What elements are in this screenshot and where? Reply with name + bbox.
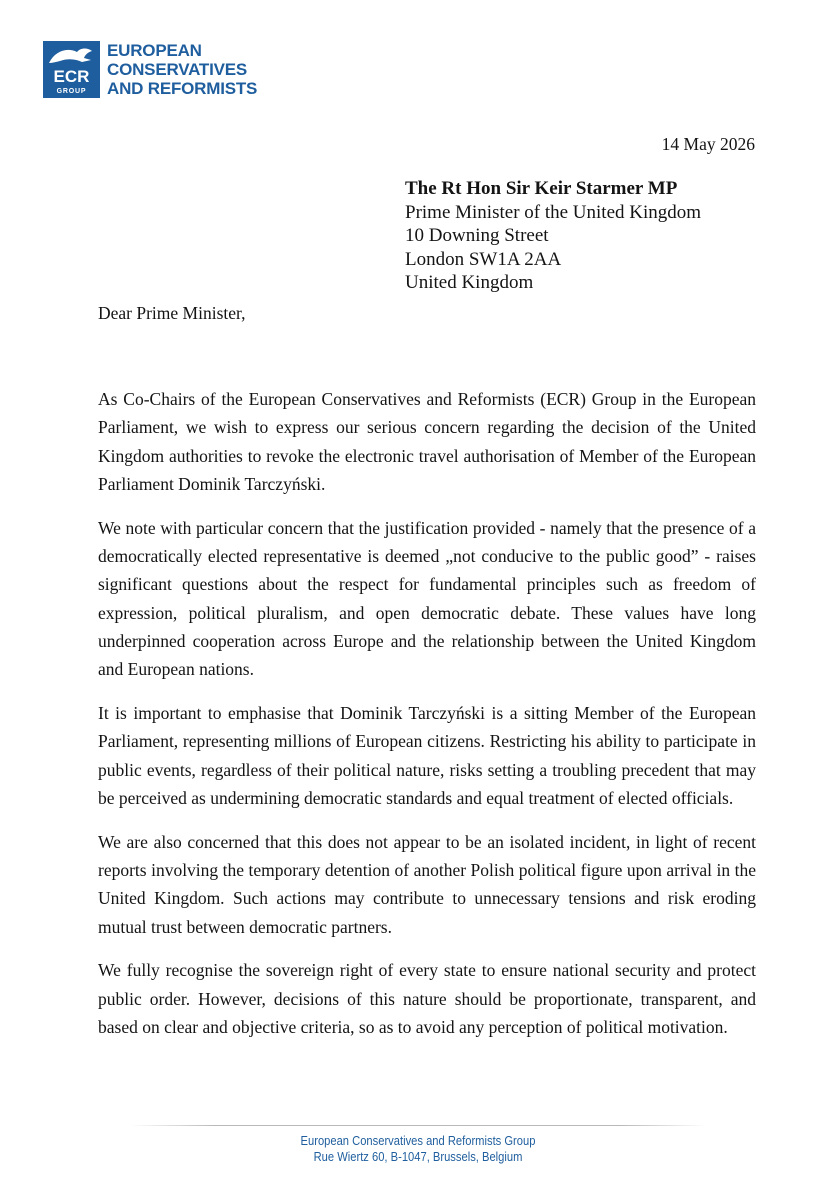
badge-top-text: ECR (53, 67, 90, 86)
logo-line-3: AND REFORMISTS (107, 79, 258, 98)
footer-line-1: European Conservatives and Reformists Group (300, 1133, 536, 1148)
recipient-line: London SW1A 2AA (405, 248, 562, 270)
logo-wordmark (107, 41, 257, 98)
ecr-badge-icon (43, 41, 100, 98)
recipient-address (405, 177, 701, 295)
body-paragraph: We note with particular concern that the justification provided - namely that the presence of a democratically elected representative is deemed „not conducive to the public good” - raises significant questions about the respect for fundamental principles such as freedom of expression, political pluralism, and open democratic debate. These values have long underpinned cooperation across Europe and the relationship between the United Kingdom and European nations. (98, 517, 756, 680)
body-paragraph: We are also concerned that this does not appear to be an isolated incident, in light of recent reports involving the temporary detention of another Polish political figure upon arrival in the United Kingdom. Such actions may contribute to unnecessary tensions and risk eroding mutual trust between democratic partners. (98, 831, 756, 937)
letter-body (98, 385, 756, 1057)
badge-bottom-text: GROUP (56, 88, 87, 95)
footer-divider (130, 1125, 706, 1126)
body-paragraph: We fully recognise the sovereign right of every state to ensure national security and protect public order. However, decisions of this nature should be proportionate, transparent, and based on clear and objective criteria, so as to avoid any perception of political motivation. (98, 960, 756, 1037)
logo-line-1: EUROPEAN (107, 41, 202, 60)
salutation: Dear Prime Minister, (98, 303, 246, 323)
footer-address (59, 1133, 778, 1165)
footer-line-2: Rue Wiertz 60, B-1047, Brussels, Belgium (313, 1149, 523, 1164)
recipient-line: Prime Minister of the United Kingdom (405, 201, 702, 223)
recipient-name: The Rt Hon Sir Keir Starmer MP (405, 178, 678, 199)
recipient-line: United Kingdom (405, 272, 534, 293)
ecr-logo (43, 41, 258, 99)
body-paragraph: It is important to emphasise that Dominik Tarczyński is a sitting Member of the European Parliament, representing millions of European citizens. Restricting his ability to participate in public events, regardless of their political nature, risks setting a troubling precedent that may be perceived as undermining democratic standards and equal treatment of elected officials. (98, 702, 756, 808)
recipient-line: 10 Downing Street (405, 225, 549, 246)
letter-date: 14 May 2026 (661, 134, 755, 154)
body-paragraph: As Co-Chairs of the European Conservatives and Reformists (ECR) Group in the European Parliament, we wish to express our serious concern regarding the decision of the United Kingdom authorities to revoke the electronic travel authorisation of Member of the European Parliament Dominik Tarczyński. (98, 389, 756, 494)
logo-line-2: CONSERVATIVES (107, 60, 248, 79)
